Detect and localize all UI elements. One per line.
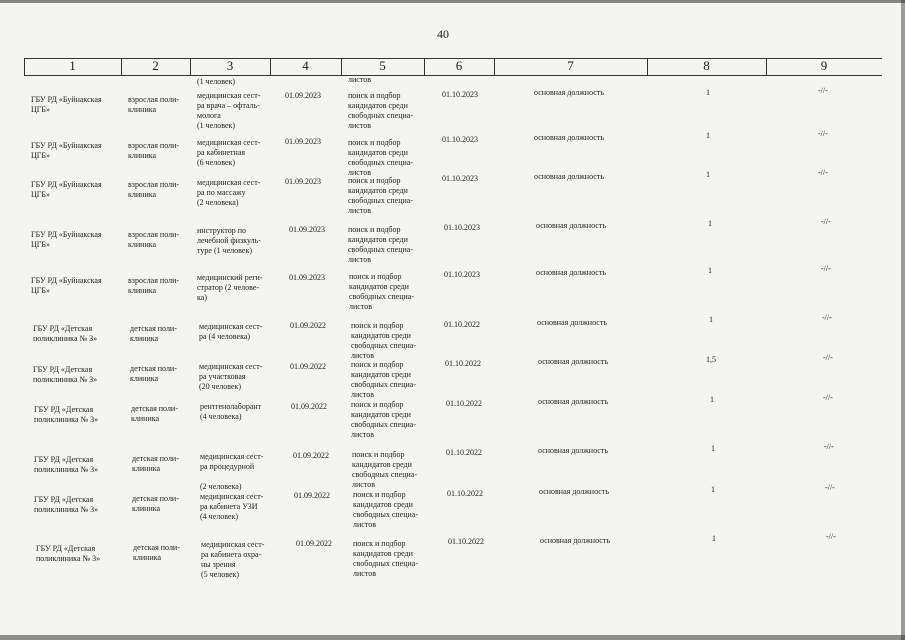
cell-dept: детская поли- клиника: [130, 364, 177, 383]
cell-dept: детская поли- клиника: [131, 404, 178, 423]
cell-note: -//-: [818, 86, 828, 95]
cell-count: 1: [710, 395, 714, 404]
cell-date-from: 01.09.2023: [285, 137, 321, 146]
cell-dept: детская поли- клиника: [130, 324, 177, 343]
cell-org: ГБУ РД «Буйнакская ЦГБ»: [31, 141, 102, 160]
cell-type: основная должность: [534, 88, 604, 97]
cell-note: -//-: [818, 168, 828, 177]
cell-method: поиск и подбор кандидатов среди свободных специа- листов: [353, 539, 418, 578]
column-header: 2: [152, 58, 159, 73]
cell-position: медицинская сест- ра процедурной (2 человека): [200, 452, 264, 491]
cell-count: 1: [706, 131, 710, 140]
cell-type: основная должность: [534, 133, 604, 142]
cell-method: поиск и подбор кандидатов среди свободных специа- листов: [349, 272, 414, 311]
cell-dept: детская поли- клиника: [133, 543, 180, 562]
carry-over-position: (1 человек): [197, 77, 236, 86]
header-bottom-rule: [24, 75, 882, 76]
cell-date-to: 01.10.2022: [444, 320, 480, 329]
cell-method: поиск и подбор кандидатов среди свободных специа- листов: [348, 138, 413, 177]
cell-dept: взрослая поли- клиника: [128, 180, 180, 199]
cell-method: поиск и подбор кандидатов среди свободных специа- листов: [348, 176, 413, 215]
cell-org: ГБУ РД «Детская поликлиника № 3»: [34, 405, 99, 424]
cell-count: 1: [711, 444, 715, 453]
cell-method: поиск и подбор кандидатов среди свободных специа- листов: [351, 400, 416, 439]
cell-date-from: 01.09.2023: [289, 225, 325, 234]
cell-dept: взрослая поли- клиника: [128, 141, 180, 160]
cell-type: основная должность: [536, 221, 606, 230]
cell-dept: детская поли- клиника: [132, 454, 179, 473]
cell-date-from: 01.09.2022: [296, 539, 332, 548]
cell-date-from: 01.09.2022: [293, 451, 329, 460]
cell-type: основная должность: [538, 397, 608, 406]
cell-position: инструктор по лечебной физкуль- туре (1 человек): [197, 226, 261, 255]
carry-over-method: листов: [348, 75, 371, 84]
cell-method: поиск и подбор кандидатов среди свободных специа- листов: [351, 321, 416, 360]
scan-edge-bottom: [0, 635, 905, 640]
cell-count: 1: [711, 485, 715, 494]
cell-org: ГБУ РД «Детская поликлиника № 3»: [34, 495, 99, 514]
cell-org: ГБУ РД «Детская поликлиника № 3»: [36, 544, 101, 563]
cell-note: -//-: [826, 532, 836, 541]
cell-type: основная должность: [537, 318, 607, 327]
cell-org: ГБУ РД «Детская поликлиника № 3»: [33, 324, 98, 343]
cell-org: ГБУ РД «Буйнакская ЦГБ»: [31, 276, 102, 295]
cell-type: основная должность: [539, 487, 609, 496]
cell-position: рентгенолаборант (4 человека): [200, 402, 262, 421]
column-header: 6: [455, 58, 463, 73]
cell-org: ГБУ РД «Буйнакская ЦГБ»: [31, 180, 102, 199]
cell-method: поиск и подбор кандидатов среди свободных специа- листов: [348, 91, 413, 130]
cell-note: -//-: [822, 313, 832, 322]
cell-date-from: 01.09.2022: [290, 321, 326, 330]
cell-note: -//-: [823, 393, 833, 402]
cell-date-to: 01.10.2022: [447, 489, 483, 498]
cell-date-from: 01.09.2022: [291, 402, 327, 411]
cell-date-from: 01.09.2023: [285, 177, 321, 186]
cell-date-from: 01.09.2022: [290, 362, 326, 371]
cell-date-from: 01.09.2022: [294, 491, 330, 500]
scan-edge-top: [0, 0, 905, 3]
cell-date-to: 01.10.2023: [444, 223, 480, 232]
cell-position: медицинская сест- ра по массажу (2 человека): [197, 178, 261, 207]
cell-dept: взрослая поли- клиника: [128, 95, 180, 114]
cell-type: основная должность: [538, 446, 608, 455]
cell-date-to: 01.10.2023: [442, 90, 478, 99]
cell-org: ГБУ РД «Детская поликлиника № 3»: [34, 455, 99, 474]
cell-count: 1: [708, 266, 712, 275]
cell-dept: детская поли- клиника: [132, 494, 179, 513]
cell-method: поиск и подбор кандидатов среди свободных специа- листов: [348, 225, 413, 264]
cell-date-to: 01.10.2022: [446, 399, 482, 408]
cell-date-to: 01.10.2022: [445, 359, 481, 368]
cell-position: медицинская сест- ра участковая (20 человек): [199, 362, 263, 391]
cell-date-to: 01.10.2022: [448, 537, 484, 546]
cell-count: 1: [709, 315, 713, 324]
cell-date-from: 01.09.2023: [285, 91, 321, 100]
cell-count: 1: [708, 219, 712, 228]
cell-dept: взрослая поли- клиника: [128, 230, 180, 249]
column-header: 1: [69, 58, 76, 73]
cell-type: основная должность: [538, 357, 608, 366]
column-header: 9: [820, 58, 828, 73]
page-number: 40: [437, 27, 449, 41]
cell-dept: взрослая поли- клиника: [128, 276, 180, 295]
cell-count: 1: [706, 88, 710, 97]
column-header: 3: [226, 58, 234, 73]
cell-date-to: 01.10.2022: [446, 448, 482, 457]
column-header: 8: [703, 58, 710, 73]
cell-org: ГБУ РД «Детская поликлиника № 3»: [33, 365, 98, 384]
cell-org: ГБУ РД «Буйнакская ЦГБ»: [31, 95, 102, 114]
cell-method: поиск и подбор кандидатов среди свободных специа- листов: [353, 490, 418, 529]
column-header: 5: [379, 58, 386, 73]
cell-note: -//-: [821, 217, 831, 226]
cell-note: -//-: [821, 264, 831, 273]
cell-type: основная должность: [536, 268, 606, 277]
cell-position: медицинский реги- стратор (2 челове- ка): [197, 273, 263, 302]
cell-date-from: 01.09.2023: [289, 273, 325, 282]
cell-date-to: 01.10.2023: [444, 270, 480, 279]
column-header: 7: [567, 58, 574, 73]
cell-org: ГБУ РД «Буйнакская ЦГБ»: [31, 230, 102, 249]
cell-position: медицинская сест- ра (4 человека): [199, 322, 263, 341]
cell-position: медицинская сест- ра кабинетная (6 человек): [197, 138, 261, 167]
cell-count: 1: [712, 534, 716, 543]
cell-type: основная должность: [540, 536, 610, 545]
cell-position: медицинская сест- ра кабинета УЗИ (4 человек): [200, 492, 264, 521]
cell-date-to: 01.10.2023: [442, 135, 478, 144]
cell-note: -//-: [825, 483, 835, 492]
cell-type: основная должность: [534, 172, 604, 181]
cell-note: -//-: [818, 129, 828, 138]
cell-date-to: 01.10.2023: [442, 174, 478, 183]
cell-position: медицинская сест- ра врача – офталь- молога (1 человек): [197, 91, 261, 130]
cell-note: -//-: [823, 353, 833, 362]
cell-method: поиск и подбор кандидатов среди свободных специа- листов: [352, 450, 417, 489]
cell-position: медицинская сест- ра кабинета охра- ны зрения (5 человек): [201, 540, 265, 579]
column-header: 4: [302, 58, 309, 73]
cell-note: -//-: [824, 442, 834, 451]
cell-count: 1,5: [706, 355, 716, 364]
cell-count: 1: [706, 170, 710, 179]
scan-edge-right: [901, 0, 905, 640]
cell-method: поиск и подбор кандидатов среди свободных специа- листов: [351, 360, 416, 399]
